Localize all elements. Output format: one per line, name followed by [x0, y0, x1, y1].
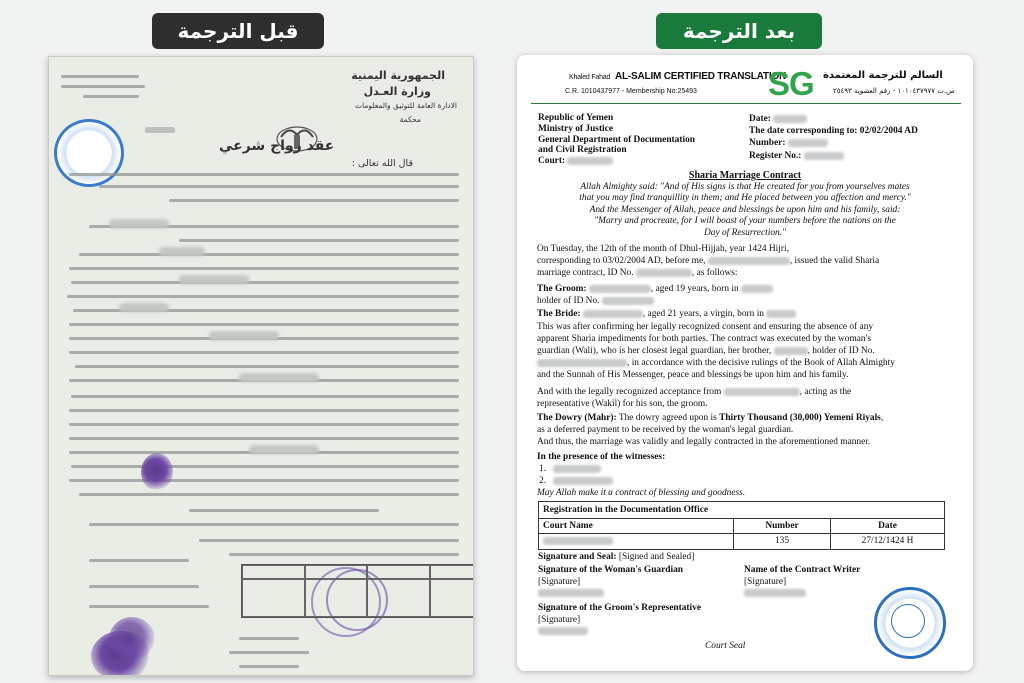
witness-2: 2. — [539, 476, 547, 487]
intro-line: marriage contract, ID No. — [537, 268, 634, 279]
company-name-ar: السالم للترجمة المعتمدة — [823, 70, 943, 81]
sig-seal-label: Signature and Seal: — [538, 552, 617, 562]
number-label: Number: — [749, 138, 786, 149]
fingerprint-icon — [141, 453, 173, 491]
court-seal-label: Court Seal — [705, 641, 746, 651]
column-court-name: Court Name — [539, 519, 733, 534]
before-translation-label: قبل الترجمة — [152, 13, 324, 49]
writer-signature-value: [Signature] — [744, 576, 787, 587]
registration-date: 27/12/1424 H — [861, 536, 914, 547]
signature-and-seal — [538, 551, 694, 563]
date-corresponding: The date corresponding to: 02/02/2004 AD — [749, 126, 918, 137]
issuer-country: Republic of Yemen — [538, 113, 614, 123]
dowry-label: The Dowry (Mahr): — [537, 413, 617, 423]
letterhead — [531, 63, 961, 104]
intro-line: , issued the valid Sharia — [789, 256, 880, 267]
intro-line: On Tuesday, the 12th of the month of Dhul-Hijjah, year 1424 Hijri, — [537, 244, 789, 254]
groom-label: The Groom: — [537, 284, 587, 294]
company-title: AL-SALIM CERTIFIED TRANSLATION — [615, 71, 787, 82]
sg-logo-icon: SG — [768, 65, 814, 102]
register-label: Register No.: — [749, 150, 802, 161]
acceptance-line: representative (Wakil) for his son, the groom. — [537, 399, 708, 410]
dowry-line: And thus, the marriage was validly and legally contracted in the aforementioned manner. — [537, 437, 871, 448]
dowry-amount: Thirty Thousand (30,000) Yemeni Riyals — [719, 413, 881, 423]
company-name-en — [569, 70, 786, 83]
guardian-signature — [538, 565, 683, 600]
column-number: Number — [733, 519, 830, 534]
date-block — [749, 113, 918, 162]
representative-label: Signature of the Groom's Representative — [538, 603, 702, 613]
registration-title: Registration in the Documentation Office — [539, 502, 944, 519]
date-label: Date: — [749, 114, 771, 124]
issuer-block — [538, 113, 695, 167]
verse-line: Allah Almighty said: "And of His signs is that He created for you from yourselves mates — [580, 182, 910, 192]
scan-registration-table — [241, 564, 474, 618]
scan-title: عقد زواج شرعي — [219, 138, 335, 154]
acceptance-line: And with the legally recognized acceptance from — [537, 387, 722, 397]
owner-name: Khaled Fahad — [569, 74, 611, 81]
cr-line: C.R. 1010437977 - Membership No:25493 — [565, 88, 697, 95]
dowry-block — [537, 412, 953, 448]
registration-table — [538, 501, 945, 550]
scan-ministry: وزارة العـدل — [363, 85, 431, 98]
representative-signature-value: [Signature] — [538, 614, 581, 625]
intro-line: , as follows: — [691, 268, 738, 279]
translator-stamp-icon — [874, 587, 946, 659]
acceptance-line: , acting as the — [799, 387, 852, 397]
verse-line: And the Messenger of Allah, peace and blessings be upon him and his family, said: — [589, 204, 901, 215]
original-scanned-document — [48, 56, 474, 676]
acceptance-block — [537, 386, 953, 410]
translated-document — [517, 55, 973, 671]
cr-line-ar: س.ت ١٠١٠٤٣٧٩٧٧ - رقم العضوية ٢٥٤٩٣ — [833, 87, 955, 95]
dowry-text: The dowry agreed upon is — [616, 413, 720, 423]
opening-verse — [517, 182, 973, 239]
groom-text: , aged 19 years, born in — [650, 284, 739, 294]
bride-text: , aged 21 years, a virgin, born in — [642, 309, 764, 319]
writer-label: Name of the Contract Writer — [744, 565, 861, 575]
column-date: Date — [831, 519, 944, 534]
body-line: , in accordance with the decisive rulings of the Book of Allah Almighty — [627, 358, 895, 369]
groom-id: holder of ID No. — [537, 296, 600, 307]
intro-line: corresponding to 03/02/2004 AD, before me, — [537, 256, 706, 267]
body-line: This was after confirming her legally recognized consent and ensuring the absence of any — [537, 322, 874, 332]
dowry-comma: , — [880, 413, 884, 423]
bride-label: The Bride: — [537, 309, 581, 319]
representative-signature — [538, 603, 701, 638]
verse-line: "Marry and procreate, for I will boast of your numbers before the nations on the — [594, 216, 896, 227]
scan-quote: قال الله تعالى : — [351, 158, 413, 169]
witness-block — [537, 451, 953, 499]
body-line: guardian (Wali), who is her closest legal guardian, her brother, — [537, 346, 772, 357]
guardian-label: Signature of the Woman's Guardian — [538, 565, 683, 575]
dowry-line: as a deferred payment to be received by the woman's legal guardian. — [537, 425, 794, 436]
issuer-department-2: and Civil Registration — [538, 145, 627, 156]
witness-1: 1. — [539, 464, 547, 475]
after-translation-label: بعد الترجمة — [656, 13, 822, 49]
table-row — [539, 534, 944, 549]
intro-paragraph — [537, 243, 953, 279]
body-line: apparent Sharia impediments for both parties. The contract was executed by the woman's — [537, 334, 871, 345]
body-line: , holder of ID No. — [807, 346, 875, 357]
guardian-signature-value: [Signature] — [538, 576, 581, 587]
contract-title: Sharia Marriage Contract — [688, 170, 802, 181]
groom-block — [537, 283, 953, 307]
scan-department: الادارة العامة للتوثيق والمعلومات — [355, 101, 457, 110]
body-line: and the Sunnah of His Messenger, peace and blessings be upon him and his family. — [537, 370, 849, 381]
bride-block — [537, 308, 953, 320]
fingerprint-icon — [109, 617, 155, 661]
translator-stamp-icon — [54, 119, 124, 187]
registration-number: 135 — [733, 534, 830, 549]
verse-line: Day of Resurrection." — [704, 227, 786, 238]
issuer-ministry: Ministry of Justice — [538, 123, 613, 134]
scan-court: محكمة — [399, 115, 421, 124]
sig-seal-value: [Signed and Sealed] — [616, 552, 695, 562]
issuer-department: General Department of Documentation — [538, 134, 695, 145]
contract-body — [537, 321, 953, 381]
verse-line: that you may find tranquillity in them; and He placed between you affection and mercy." — [579, 193, 911, 204]
scan-country: الجمهورية اليمنية — [351, 69, 445, 82]
witness-title: In the presence of the witnesses: — [537, 452, 666, 462]
blessing: May Allah make it a contract of blessing and goodness. — [537, 488, 746, 499]
court-label: Court: — [538, 156, 566, 167]
writer-block — [744, 565, 860, 600]
